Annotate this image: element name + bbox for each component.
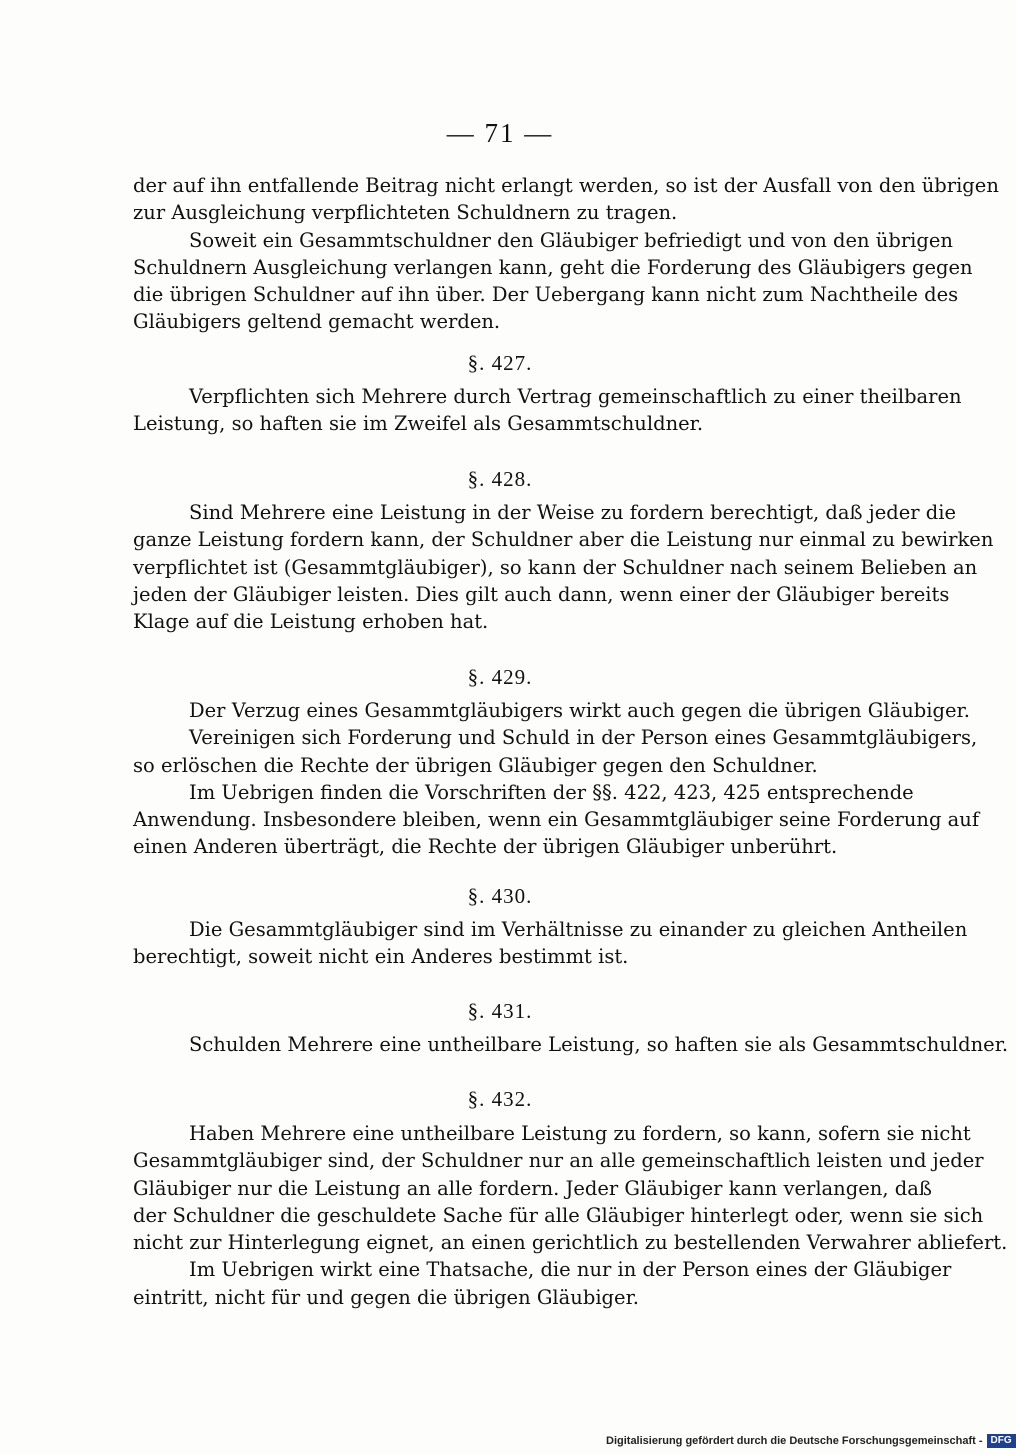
text-line: so erlöschen die Rechte der übrigen Gläubiger gegen den Schuldner. [133, 753, 818, 777]
text-line: Die Gesammtgläubiger sind im Verhältnisse zu einander zu gleichen Antheilen [189, 918, 968, 941]
text-line: nicht zur Hinterlegung eignet, an einen gerichtlich zu bestellenden Verwahrer abliefert. [133, 1231, 1008, 1255]
page-number: — 71 — [446, 118, 554, 148]
paragraph [133, 724, 978, 779]
section-body [133, 1031, 1009, 1058]
dfg-footer [606, 1432, 1016, 1450]
text-line: Leistung, so haften sie im Zweifel als Gesammtschuldner. [133, 412, 704, 436]
text-line: Vereinigen sich Forderung und Schuld in der Person eines Gesammtgläubigers, [189, 726, 978, 750]
section-heading: §. 432. [467, 1087, 533, 1111]
text-line: Haben Mehrere eine untheilbare Leistung zu fordern, so kann, sofern sie nicht [189, 1122, 971, 1145]
paragraph [133, 1120, 1008, 1256]
text-line: Gläubiger nur die Leistung an alle fordern. Jeder Gläubiger kann verlangen, daß [133, 1176, 932, 1200]
dfg-logo: DFG [987, 1434, 1016, 1448]
section-heading: §. 427. [467, 351, 533, 375]
paragraph [133, 697, 970, 724]
text-line: die übrigen Schuldner auf ihn über. Der Uebergang kann nicht zum Nachtheile des [133, 283, 959, 307]
text-line: der Schuldner die geschuldete Sache für alle Gläubiger hinterlegt oder, wenn sie sich [133, 1203, 984, 1227]
text-line: berechtigt, soweit nicht ein Anderes bestimmt ist. [133, 945, 629, 969]
paragraph [133, 499, 994, 635]
text-line: zur Ausgleichung verpflichteten Schuldnern zu tragen. [133, 201, 678, 225]
text-line: Anwendung. Insbesondere bleiben, wenn ein Gesammtgläubiger seine Forderung auf [133, 808, 980, 832]
text-line: Klage auf die Leistung erhoben hat. [133, 610, 489, 634]
text-line: Im Uebrigen wirkt eine Thatsache, die nur in der Person eines der Gläubiger [189, 1258, 952, 1282]
paragraph [133, 779, 980, 861]
text-line: der auf ihn entfallende Beitrag nicht erlangt werden, so ist der Ausfall von den übrigen [133, 174, 999, 197]
text-line: Im Uebrigen finden die Vorschriften der §§. 422, 423, 425 entsprechende [189, 780, 914, 804]
text-line: Der Verzug eines Gesammtgläubigers wirkt auch gegen die übrigen Gläubiger. [189, 699, 970, 722]
text-line: Sind Mehrere eine Leistung in der Weise zu fordern berechtigt, daß jeder die [189, 501, 957, 524]
text-line: Verpflichten sich Mehrere durch Vertrag gemeinschaftlich zu einer theilbaren [189, 385, 962, 408]
text-line: Schuldnern Ausgleichung verlangen kann, geht die Forderung des Gläubigers gegen [133, 255, 973, 279]
text-line: einen Anderen überträgt, die Rechte der übrigen Gläubiger unberührt. [133, 835, 838, 859]
section-heading: §. 428. [467, 467, 533, 491]
footer-text: Digitalisierung gefördert durch die Deutsche Forschungsgemeinschaft - [606, 1435, 983, 1447]
text-line: Gesammtgläubiger sind, der Schuldner nur an alle gemeinschaftlich leisten und jeder [133, 1149, 984, 1173]
section-body [133, 916, 968, 971]
section-body [133, 383, 962, 438]
text-line: Soweit ein Gesammtschuldner den Gläubiger befriedigt und von den übrigen [189, 228, 953, 252]
paragraph [133, 1031, 1009, 1058]
text-line: verpflichtet ist (Gesammtgläubiger), so kann der Schuldner nach seinem Belieben an [133, 555, 978, 579]
section-body [133, 697, 980, 861]
text-line: eintritt, nicht für und gegen die übrigen Gläubiger. [133, 1285, 639, 1309]
paragraph [133, 1256, 952, 1311]
section-body [133, 1120, 1008, 1311]
section-heading: §. 429. [467, 665, 533, 689]
text-line: Schulden Mehrere eine untheilbare Leistung, so haften sie als Gesammtschuldner. [189, 1033, 1009, 1056]
section-heading: §. 430. [467, 884, 533, 908]
text-line: jeden der Gläubiger leisten. Dies gilt auch dann, wenn einer der Gläubiger bereits [133, 582, 950, 606]
text-line: Gläubigers geltend gemacht werden. [133, 310, 501, 334]
section-body [133, 499, 994, 635]
section-heading: §. 431. [467, 999, 533, 1023]
paragraph [133, 383, 962, 438]
paragraph [133, 916, 968, 971]
paragraph [133, 227, 973, 336]
section-body [133, 172, 999, 336]
paragraph [133, 172, 999, 227]
text-line: ganze Leistung fordern kann, der Schuldner aber die Leistung nur einmal zu bewirken [133, 528, 994, 552]
